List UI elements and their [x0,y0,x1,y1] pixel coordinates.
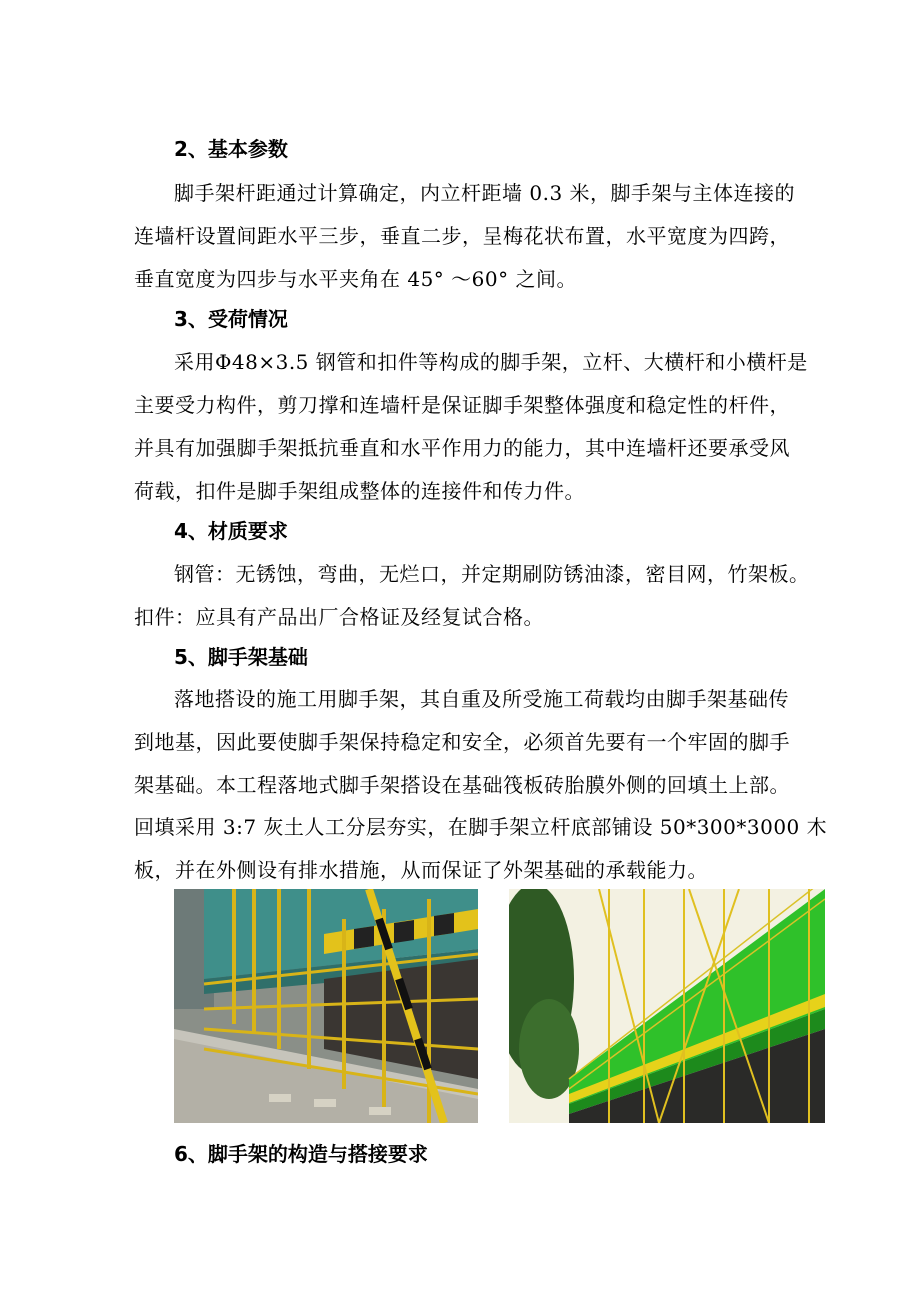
paragraph-line: 脚手架杆距通过计算确定，内立杆距墙 0.3 米，脚手架与主体连接的 [174,181,796,205]
section-2-heading: 2、基本参数 [174,137,288,161]
paragraph-line: 扣件：应具有产品出厂合格证及经复试合格。 [134,605,544,629]
section-6-heading: 6、脚手架的构造与搭接要求 [174,1142,428,1166]
scaffold-green-net-photo [509,889,825,1123]
paragraph-line: 采用Φ48×3.5 钢管和扣件等构成的脚手架，立杆、大横杆和小横杆是 [174,350,808,374]
paragraph-line: 连墙杆设置间距水平三步，垂直二步，呈梅花状布置，水平宽度为四跨， [134,224,790,248]
paragraph-line: 钢管：无锈蚀，弯曲，无烂口，并定期刷防锈油漆，密目网，竹架板。 [174,562,810,586]
section-5-heading: 5、脚手架基础 [174,645,308,669]
paragraph-line: 并具有加强脚手架抵抗垂直和水平作用力的能力，其中连墙杆还要承受风 [134,436,790,460]
section-3-heading: 3、受荷情况 [174,307,288,331]
scaffold-street-photo [174,889,478,1123]
paragraph-line: 板，并在外侧设有排水措施，从而保证了外架基础的承载能力。 [134,858,708,882]
paragraph-line: 荷载，扣件是脚手架组成整体的连接件和传力件。 [134,479,585,503]
paragraph-line: 到地基，因此要使脚手架保持稳定和安全，必须首先要有一个牢固的脚手 [134,730,790,754]
paragraph-line: 架基础。本工程落地式脚手架搭设在基础筏板砖胎膜外侧的回填土上部。 [134,773,790,797]
paragraph-line: 主要受力构件，剪刀撑和连墙杆是保证脚手架整体强度和稳定性的杆件， [134,393,790,417]
paragraph-line: 落地搭设的施工用脚手架，其自重及所受施工荷载均由脚手架基础传 [174,687,789,711]
paragraph-line: 垂直宽度为四步与水平夹角在 45° ～60° 之间。 [134,267,577,291]
section-4-heading: 4、材质要求 [174,519,288,543]
paragraph-line: 回填采用 3:7 灰土人工分层夯实，在脚手架立杆底部铺设 50*300*3000 木 [134,815,828,839]
